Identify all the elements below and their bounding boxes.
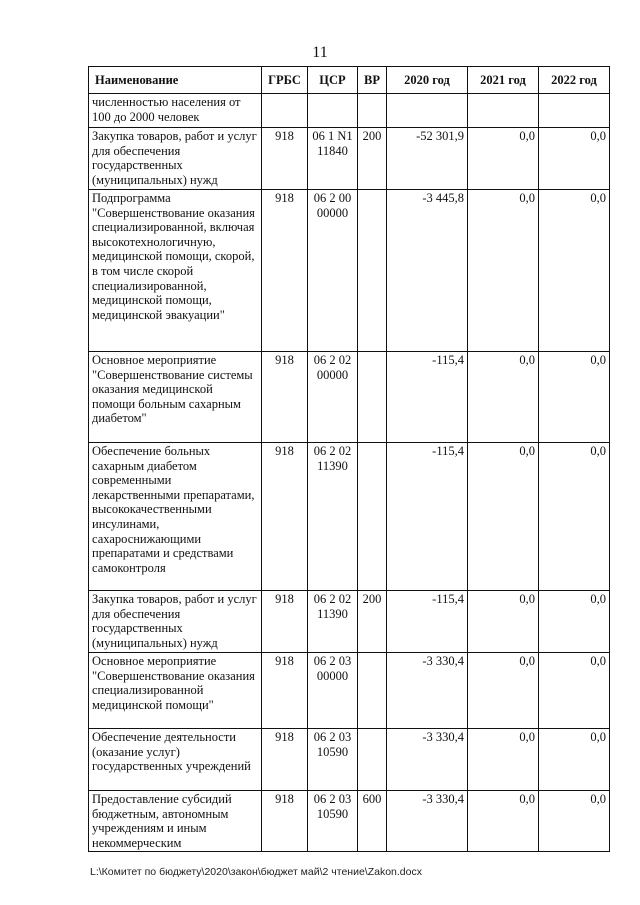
cell-2021: 0,0 xyxy=(468,791,539,852)
cell-vr xyxy=(358,190,387,352)
cell-name: Подпрограмма "Совершенствование оказания специализированной, включая высокотехнологичную, медицинской помощи, скорой, в том числе скорой специализированной, медицинской помощи, медицинской эвакуации" xyxy=(89,190,262,352)
cell-vr xyxy=(358,653,387,729)
cell-2022: 0,0 xyxy=(539,791,610,852)
page-number: 11 xyxy=(312,44,328,61)
header-2022: 2022 год xyxy=(539,67,610,94)
cell-2020: -3 330,4 xyxy=(387,653,468,729)
cell-2020: -115,4 xyxy=(387,352,468,443)
cell-csr: 06 2 02 00000 xyxy=(308,352,358,443)
cell-grbs: 918 xyxy=(262,791,308,852)
cell-2021: 0,0 xyxy=(468,190,539,352)
header-vr: ВР xyxy=(358,67,387,94)
cell-csr xyxy=(308,94,358,128)
cell-2020: -3 330,4 xyxy=(387,729,468,791)
table-row xyxy=(89,653,610,729)
cell-2022: 0,0 xyxy=(539,729,610,791)
cell-vr xyxy=(358,352,387,443)
table-row xyxy=(89,591,610,653)
cell-2022: 0,0 xyxy=(539,653,610,729)
cell-vr: 600 xyxy=(358,791,387,852)
cell-2022: 0,0 xyxy=(539,591,610,653)
cell-name: Предоставление субсидий бюджетным, автономным учреждениям и иным некоммерческим xyxy=(89,791,262,852)
cell-2020 xyxy=(387,94,468,128)
cell-name: Основное мероприятие "Совершенствование системы оказания медицинской помощи больным сахарным диабетом" xyxy=(89,352,262,443)
cell-grbs: 918 xyxy=(262,128,308,190)
cell-grbs: 918 xyxy=(262,352,308,443)
cell-2021: 0,0 xyxy=(468,653,539,729)
table-row xyxy=(89,352,610,443)
table-header-row xyxy=(89,67,610,94)
cell-2021 xyxy=(468,94,539,128)
cell-name: Обеспечение больных сахарным диабетом современными лекарственными препаратами, высококачественными инсулинами, сахароснижающими препаратами и средствами самоконтроля xyxy=(89,443,262,591)
cell-grbs: 918 xyxy=(262,190,308,352)
header-2021: 2021 год xyxy=(468,67,539,94)
cell-vr xyxy=(358,94,387,128)
cell-csr: 06 2 03 00000 xyxy=(308,653,358,729)
cell-2021: 0,0 xyxy=(468,443,539,591)
table-row xyxy=(89,94,610,128)
file-path-footer: L:\Комитет по бюджету\2020\закон\бюджет май\2 чтение\Zakon.docx xyxy=(90,866,422,878)
cell-grbs: 918 xyxy=(262,653,308,729)
cell-name: Закупка товаров, работ и услуг для обеспечения государственных (муниципальных) нужд xyxy=(89,128,262,190)
cell-grbs: 918 xyxy=(262,443,308,591)
header-csr: ЦСР xyxy=(308,67,358,94)
cell-2020: -3 330,4 xyxy=(387,791,468,852)
cell-name: Основное мероприятие "Совершенствование оказания специализированной медицинской помощи" xyxy=(89,653,262,729)
cell-2020: -52 301,9 xyxy=(387,128,468,190)
cell-2022: 0,0 xyxy=(539,190,610,352)
table-row xyxy=(89,443,610,591)
cell-2022: 0,0 xyxy=(539,128,610,190)
cell-vr xyxy=(358,729,387,791)
cell-name: Обеспечение деятельности (оказание услуг) государственных учреждений xyxy=(89,729,262,791)
cell-csr: 06 2 00 00000 xyxy=(308,190,358,352)
header-grbs: ГРБС xyxy=(262,67,308,94)
cell-2020: -3 445,8 xyxy=(387,190,468,352)
header-2020: 2020 год xyxy=(387,67,468,94)
table-row xyxy=(89,128,610,190)
cell-csr: 06 2 02 11390 xyxy=(308,443,358,591)
cell-2021: 0,0 xyxy=(468,591,539,653)
cell-vr xyxy=(358,443,387,591)
cell-grbs xyxy=(262,94,308,128)
cell-csr: 06 2 02 11390 xyxy=(308,591,358,653)
cell-2021: 0,0 xyxy=(468,128,539,190)
budget-table xyxy=(88,66,610,852)
cell-csr: 06 2 03 10590 xyxy=(308,791,358,852)
cell-name: численностью населения от 100 до 2000 человек xyxy=(89,94,262,128)
cell-csr: 06 1 N1 11840 xyxy=(308,128,358,190)
cell-name: Закупка товаров, работ и услуг для обеспечения государственных (муниципальных) нужд xyxy=(89,591,262,653)
table-row xyxy=(89,190,610,352)
cell-vr: 200 xyxy=(358,128,387,190)
cell-grbs: 918 xyxy=(262,591,308,653)
cell-2020: -115,4 xyxy=(387,443,468,591)
cell-2021: 0,0 xyxy=(468,352,539,443)
table-row xyxy=(89,791,610,852)
cell-vr: 200 xyxy=(358,591,387,653)
cell-2022: 0,0 xyxy=(539,352,610,443)
cell-2022 xyxy=(539,94,610,128)
cell-2020: -115,4 xyxy=(387,591,468,653)
table-row xyxy=(89,729,610,791)
cell-2022: 0,0 xyxy=(539,443,610,591)
header-name: Наименование xyxy=(89,67,262,94)
cell-grbs: 918 xyxy=(262,729,308,791)
cell-csr: 06 2 03 10590 xyxy=(308,729,358,791)
cell-2021: 0,0 xyxy=(468,729,539,791)
